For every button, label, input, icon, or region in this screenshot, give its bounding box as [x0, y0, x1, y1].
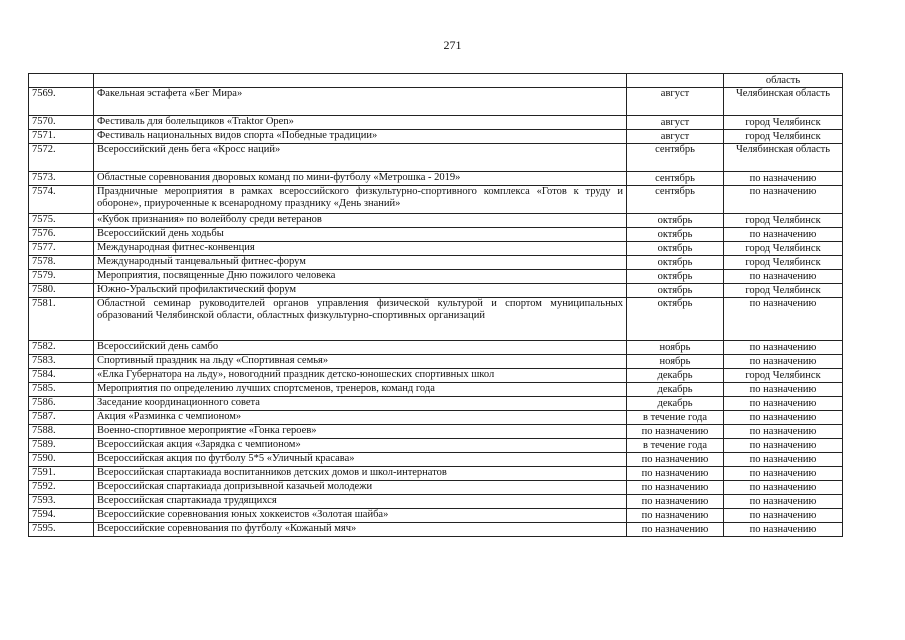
row-number-cell: 7593.	[29, 495, 94, 509]
table-row	[29, 439, 843, 453]
table-row	[29, 130, 843, 144]
row-number-cell: 7574.	[29, 186, 94, 214]
row-number-cell: 7578.	[29, 256, 94, 270]
event-place-cell: по назначению	[724, 509, 843, 523]
event-place-cell: город Челябинск	[724, 214, 843, 228]
row-number-cell: 7573.	[29, 172, 94, 186]
table-row	[29, 355, 843, 369]
event-date-cell: по назначению	[627, 425, 724, 439]
row-number-cell: 7590.	[29, 453, 94, 467]
event-name-cell: Международная фитнес-конвенция	[94, 242, 627, 256]
event-date-cell: октябрь	[627, 242, 724, 256]
event-date-cell: октябрь	[627, 298, 724, 341]
row-number-cell: 7582.	[29, 341, 94, 355]
event-place-cell: по назначению	[724, 481, 843, 495]
event-date-cell: октябрь	[627, 228, 724, 242]
event-name-cell: Областные соревнования дворовых команд по мини-футболу «Метрошка - 2019»	[94, 172, 627, 186]
row-number-cell: 7584.	[29, 369, 94, 383]
table-row	[29, 88, 843, 116]
table-row	[29, 242, 843, 256]
table-row	[29, 509, 843, 523]
row-number-cell: 7594.	[29, 509, 94, 523]
event-place-cell: по назначению	[724, 453, 843, 467]
event-name-cell: Областной семинар руководителей органов управления физической культурой и спортом муниципальных образований Челябинской области, областных физкультурно-спортивных организаций	[94, 298, 627, 341]
table-row	[29, 186, 843, 214]
row-number-cell: 7570.	[29, 116, 94, 130]
event-name-cell: Всероссийский день ходьбы	[94, 228, 627, 242]
event-date-cell: по назначению	[627, 495, 724, 509]
event-name-cell: Всероссийский день самбо	[94, 341, 627, 355]
table-row	[29, 214, 843, 228]
table-row	[29, 369, 843, 383]
event-place-cell: по назначению	[724, 228, 843, 242]
table-row	[29, 298, 843, 341]
row-number-cell: 7569.	[29, 88, 94, 116]
table-row	[29, 495, 843, 509]
event-date-cell: по назначению	[627, 523, 724, 537]
row-number-cell: 7586.	[29, 397, 94, 411]
event-name-cell: Всероссийский день бега «Кросс наций»	[94, 144, 627, 172]
event-name-cell: Всероссийская акция по футболу 5*5 «Уличный красава»	[94, 453, 627, 467]
event-name-cell: «Елка Губернатора на льду», новогодний праздник детско-юношеских спортивных школ	[94, 369, 627, 383]
event-date-cell: по назначению	[627, 453, 724, 467]
event-name-cell: Всероссийская акция «Зарядка с чемпионом»	[94, 439, 627, 453]
row-number-cell: 7575.	[29, 214, 94, 228]
event-place-cell: по назначению	[724, 467, 843, 481]
row-number-cell: 7591.	[29, 467, 94, 481]
row-number-cell	[29, 74, 94, 88]
event-date-cell: декабрь	[627, 383, 724, 397]
event-place-cell: город Челябинск	[724, 116, 843, 130]
event-name-cell: Фестиваль национальных видов спорта «Победные традиции»	[94, 130, 627, 144]
table-row	[29, 481, 843, 495]
event-name-cell: Факельная эстафета «Бег Мира»	[94, 88, 627, 116]
event-place-cell: город Челябинск	[724, 284, 843, 298]
row-number-cell: 7577.	[29, 242, 94, 256]
event-name-cell: Заседание координационного совета	[94, 397, 627, 411]
event-place-cell: по назначению	[724, 439, 843, 453]
table-row	[29, 341, 843, 355]
event-name-cell: Международный танцевальный фитнес-форум	[94, 256, 627, 270]
row-number-cell: 7588.	[29, 425, 94, 439]
table-row	[29, 397, 843, 411]
event-date-cell: октябрь	[627, 270, 724, 284]
event-date-cell: ноябрь	[627, 355, 724, 369]
event-date-cell	[627, 74, 724, 88]
event-name-cell: «Кубок признания» по волейболу среди ветеранов	[94, 214, 627, 228]
event-name-cell: Всероссийская спартакиада воспитанников детских домов и школ-интернатов	[94, 467, 627, 481]
row-number-cell: 7589.	[29, 439, 94, 453]
event-date-cell: сентябрь	[627, 186, 724, 214]
event-name-cell: Мероприятия, посвященные Дню пожилого человека	[94, 270, 627, 284]
event-name-cell: Всероссийские соревнования юных хоккеистов «Золотая шайба»	[94, 509, 627, 523]
row-number-cell: 7571.	[29, 130, 94, 144]
event-date-cell: сентябрь	[627, 172, 724, 186]
row-number-cell: 7587.	[29, 411, 94, 425]
event-date-cell: в течение года	[627, 411, 724, 425]
event-place-cell: город Челябинск	[724, 242, 843, 256]
event-name-cell: Мероприятия по определению лучших спортсменов, тренеров, команд года	[94, 383, 627, 397]
table-row	[29, 411, 843, 425]
table-row	[29, 256, 843, 270]
event-place-cell: город Челябинск	[724, 369, 843, 383]
table-row	[29, 523, 843, 537]
row-number-cell: 7572.	[29, 144, 94, 172]
table-row	[29, 270, 843, 284]
table-row	[29, 383, 843, 397]
event-date-cell: по назначению	[627, 481, 724, 495]
page-number: 271	[443, 38, 462, 52]
event-name-cell: Всероссийская спартакиада трудящихся	[94, 495, 627, 509]
event-date-cell: декабрь	[627, 397, 724, 411]
event-place-cell: город Челябинск	[724, 130, 843, 144]
event-place-cell: Челябинская область	[724, 88, 843, 116]
event-place-cell: по назначению	[724, 397, 843, 411]
table-row	[29, 425, 843, 439]
event-name-cell: Акция «Разминка с чемпионом»	[94, 411, 627, 425]
event-place-cell: по назначению	[724, 270, 843, 284]
row-number-cell: 7579.	[29, 270, 94, 284]
row-number-cell: 7595.	[29, 523, 94, 537]
table-row	[29, 453, 843, 467]
table-row	[29, 284, 843, 298]
event-date-cell: по назначению	[627, 467, 724, 481]
event-place-cell: по назначению	[724, 341, 843, 355]
event-date-cell: август	[627, 130, 724, 144]
event-place-cell: по назначению	[724, 355, 843, 369]
table-row	[29, 172, 843, 186]
event-date-cell: декабрь	[627, 369, 724, 383]
event-place-cell: по назначению	[724, 411, 843, 425]
event-date-cell: октябрь	[627, 256, 724, 270]
event-place-cell: по назначению	[724, 495, 843, 509]
event-place-cell: по назначению	[724, 172, 843, 186]
event-place-cell: Челябинская область	[724, 144, 843, 172]
event-name-cell	[94, 74, 627, 88]
row-number-cell: 7580.	[29, 284, 94, 298]
row-number-cell: 7581.	[29, 298, 94, 341]
events-table	[28, 73, 843, 537]
event-date-cell: август	[627, 88, 724, 116]
event-place-cell: по назначению	[724, 523, 843, 537]
event-name-cell: Всероссийские соревнования по футболу «Кожаный мяч»	[94, 523, 627, 537]
table-row	[29, 144, 843, 172]
event-place-cell: по назначению	[724, 425, 843, 439]
row-number-cell: 7592.	[29, 481, 94, 495]
event-place-cell: по назначению	[724, 186, 843, 214]
event-date-cell: август	[627, 116, 724, 130]
row-number-cell: 7583.	[29, 355, 94, 369]
table-row	[29, 228, 843, 242]
event-name-cell: Праздничные мероприятия в рамках всероссийского физкультурно-спортивного комплекса «Готов к труду и обороне», приуроченные к всенародному празднику «День знаний»	[94, 186, 627, 214]
table-row	[29, 467, 843, 481]
event-name-cell: Всероссийская спартакиада допризывной казачьей молодежи	[94, 481, 627, 495]
event-name-cell: Фестиваль для болельщиков «Traktor Open»	[94, 116, 627, 130]
event-date-cell: в течение года	[627, 439, 724, 453]
event-name-cell: Военно-спортивное мероприятие «Гонка героев»	[94, 425, 627, 439]
event-place-cell: город Челябинск	[724, 256, 843, 270]
row-number-cell: 7585.	[29, 383, 94, 397]
table-row	[29, 74, 843, 88]
event-place-cell: по назначению	[724, 298, 843, 341]
event-date-cell: октябрь	[627, 214, 724, 228]
event-place-cell: по назначению	[724, 383, 843, 397]
event-date-cell: по назначению	[627, 509, 724, 523]
event-name-cell: Южно-Уральский профилактический форум	[94, 284, 627, 298]
table-row	[29, 116, 843, 130]
event-date-cell: октябрь	[627, 284, 724, 298]
event-place-cell: область	[724, 74, 843, 88]
events-table-body	[29, 74, 843, 537]
event-name-cell: Спортивный праздник на льду «Спортивная семья»	[94, 355, 627, 369]
event-date-cell: сентябрь	[627, 144, 724, 172]
row-number-cell: 7576.	[29, 228, 94, 242]
event-date-cell: ноябрь	[627, 341, 724, 355]
